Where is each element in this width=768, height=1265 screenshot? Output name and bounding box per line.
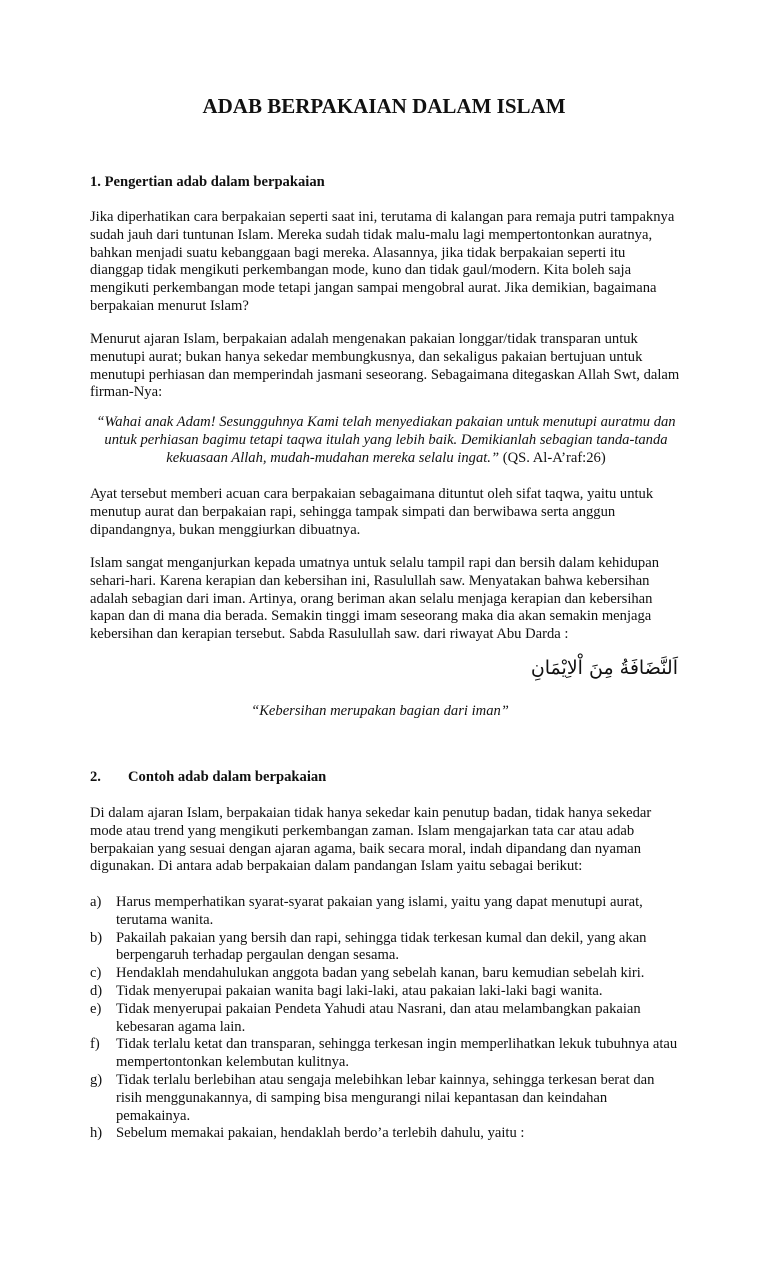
list-item-text: Sebelum memakai pakaian, hendaklah berdo’a terlebih dahulu, yaitu : [116, 1125, 525, 1142]
list-item-marker: f) [90, 1036, 100, 1053]
section1-heading: 1. Pengertian adab dalam berpakaian [90, 174, 325, 190]
section1-paragraph-1: Jika diperhatikan cara berpakaian seperti saat ini, terutama di kalangan para remaja putri tampaknya sudah jauh dari tuntunan Islam. Mereka sudah tidak malu-malu lagi mempertontonkan auratnya, bahkan menjadi suatu kebanggaan bagi mereka. Alasannya, jika tidak berpakaian seperti itu dianggap tidak mengikuti perkembangan mode, kuno dan tidak gaul/modern. Kita boleh saja mengikuti perkembangan mode tetapi jangan sampai mengobral aurat. Jika demikian, bagaimana berpakaian menurut Islam? [90, 209, 675, 314]
list-item-marker: c) [90, 965, 102, 982]
list-item [90, 983, 680, 1001]
quran-quote-reference: (QS. Al-A’raf:26) [502, 449, 606, 466]
list-item [90, 894, 680, 930]
list-item [90, 965, 680, 983]
list-item-marker: d) [90, 982, 103, 999]
quran-quote [90, 414, 682, 467]
list-item-text: Hendaklah mendahulukan anggota badan yang sebelah kanan, baru kemudian sebelah kiri. [116, 965, 645, 982]
list-item-text: Tidak terlalu ketat dan transparan, sehingga terkesan ingin memperlihatkan lekuk tubuhnya atau mempertontonkan kelembutan kulitnya. [116, 1036, 678, 1071]
list-item-text: Pakailah pakaian yang bersih dan rapi, sehingga tidak terkesan kumal dan dekil, yang akan berpengaruh terhadap pergaulan dengan sesama. [116, 929, 647, 964]
section1-paragraph-3: Ayat tersebut memberi acuan cara berpakaian sebagaimana dituntut oleh sifat taqwa, yaitu untuk menutup aurat dan berpakaian rapi, sehingga tampak simpati dan berwibawa serta anggun dipandangnya, bukan menggiurkan dibuatnya. [90, 486, 654, 538]
list-item-marker: b) [90, 929, 103, 946]
document-title: ADAB BERPAKAIAN DALAM ISLAM [202, 94, 566, 118]
hadith-translation: “Kebersihan merupakan bagian dari iman” [251, 703, 509, 719]
section2-heading: Contoh adab dalam berpakaian [128, 769, 327, 785]
list-item-marker: a) [90, 894, 102, 910]
list-item [90, 1001, 680, 1037]
list-item [90, 930, 680, 966]
arabic-hadith: اَلنَّضَافَةُ مِنَ اْلاِيْمَانِ [530, 657, 678, 679]
section2-heading-row [90, 769, 326, 787]
list-item [90, 1125, 680, 1143]
quran-quote-text: “Wahai anak Adam! Sesungguhnya Kami telah menyediakan pakaian untuk menutupi auratmu dan untuk perhiasan bagimu tetapi taqwa itulah yang lebih baik. Demikianlah sebagian tanda-tanda kekuasaan Allah, mudah-mudahan mereka selalu ingat.” [96, 414, 676, 466]
adab-list [90, 894, 680, 1143]
section1-paragraph-4: Islam sangat menganjurkan kepada umatnya untuk selalu tampil rapi dan bersih dalam kehidupan sehari-hari. Karena kerapian dan kebersihan ini, Rasulullah saw. Menyatakan bahwa kebersihan adalah sebagian dari iman. Artinya, orang beriman akan selalu menjaga kerapian dan kebersihan kapan dan di mana dia berada. Semakin tinggi imam seseorang maka dia akan semakin menjaga kebersihan dan kerapian tersebut. Sabda Rasulullah saw. dari riwayat Abu Darda : [90, 555, 659, 643]
list-item-text: Tidak terlalu berlebihan atau sengaja melebihkan lebar kainnya, sehingga terkesan berat dan risih menggunakannya, di samping bisa mengurangi nilai kepantasan dan keindahan pemakainya. [116, 1071, 655, 1124]
list-item-marker: h) [90, 1125, 103, 1142]
section1-paragraph-2: Menurut ajaran Islam, berpakaian adalah mengenakan pakaian longgar/tidak transparan untuk menutupi aurat; bukan hanya sekedar membungkusnya, dan sekaligus pakaian bertujuan untuk menutupi perhiasan dan memperindah jasmani seseorang. Sebagaimana ditegaskan Allah Swt, dalam firman-Nya: [90, 331, 680, 401]
section2-number: 2. [90, 769, 101, 785]
list-item-marker: e) [90, 1000, 102, 1017]
list-item-text: Tidak menyerupai pakaian Pendeta Yahudi atau Nasrani, dan atau melambangkan pakaian kebesaran agama lain. [116, 1000, 641, 1035]
list-item [90, 1036, 680, 1072]
list-item-text: Harus memperhatikan syarat-syarat pakaian yang islami, yaitu yang dapat menutupi aurat, terutama wanita. [116, 894, 643, 928]
list-item-text: Tidak menyerupai pakaian wanita bagi laki-laki, atau pakaian laki-laki bagi wanita. [116, 982, 603, 999]
list-item [90, 1072, 680, 1125]
section2-paragraph-1: Di dalam ajaran Islam, berpakaian tidak hanya sekedar kain penutup badan, tidak hanya sekedar mode atau trend yang mengikuti perkembangan zaman. Islam mengajarkan tata car atau adab berpakaian yang sesuai dengan ajaran agama, baik secara moral, indah dipandang dan nyaman digunakan. Di antara adab berpakaian dalam pandangan Islam yaitu sebagai berikut: [90, 805, 652, 875]
list-item-marker: g) [90, 1071, 103, 1088]
